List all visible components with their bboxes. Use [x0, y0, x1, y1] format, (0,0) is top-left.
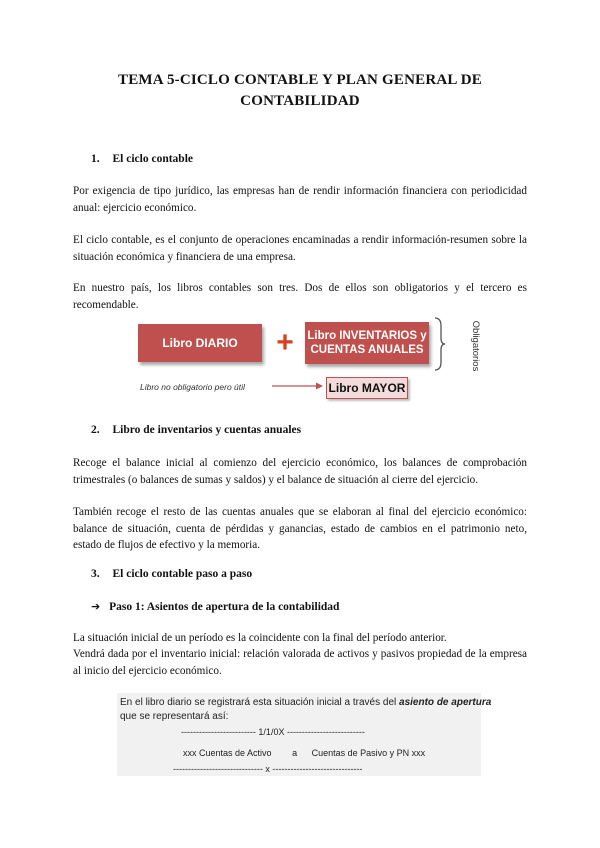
title-line-2: CONTABILIDAD: [240, 93, 360, 109]
obligatorios-label: Obligatorios: [470, 320, 481, 372]
section-2-heading: [91, 424, 301, 436]
libro-inventarios-line-2: CUENTAS ANUALES: [310, 344, 424, 356]
step-1-title: Paso 1: Asientos de apertura de la contabilidad: [109, 601, 340, 613]
obligatorios-bracket: [433, 316, 447, 372]
libro-diario-label: Libro DIARIO: [162, 336, 238, 350]
section-1-number: 1.: [91, 153, 100, 165]
libro-no-obligatorio-note: Libro no obligatorio pero útil: [140, 382, 245, 392]
box-intro-line-1: [120, 697, 491, 708]
box-debit-accounts: xxx Cuentas de Activo: [183, 748, 272, 758]
libro-mayor-box: [326, 377, 408, 399]
libro-inventarios-line-1: Libro INVENTARIOS y: [307, 330, 427, 342]
step-1-heading: [91, 600, 339, 613]
section-3-title: El ciclo contable paso a paso: [112, 568, 253, 580]
section-1-paragraph-3: En nuestro país, los libros contables son tres. Dos de ellos son obligatorios y el tercero es recomendable.: [73, 282, 527, 311]
asiento-apertura-box: [117, 693, 492, 776]
step-1-paragraph-2: Vendrá dada por el inventario inicial: relación valorada de activos y pasivos propiedad de la empresa al inicio del ejercicio económico.: [73, 648, 527, 677]
libro-mayor-label: Libro MAYOR: [328, 381, 406, 395]
arrow-bullet-icon: ➔: [91, 601, 101, 613]
box-date-row: ------------------------- 1/1/0X --------------------------: [181, 727, 365, 737]
box-intro-line-2: que se representará así:: [120, 711, 229, 722]
section-2-paragraph-2: También recoge el resto de las cuentas anuales que se elaboran al final del ejercicio económico: balance de situación, cuenta de pérdidas y ganancias, estado de cambios en el patrimonio neto, estado de flujos de efectivo y la memoria.: [73, 506, 527, 551]
box-a-connector: a: [292, 748, 298, 758]
libro-diario-box: [138, 324, 262, 362]
title-line-1: TEMA 5-CICLO CONTABLE Y PLAN GENERAL DE: [118, 72, 482, 88]
section-3-number: 3.: [91, 568, 100, 580]
section-2-title: Libro de inventarios y cuentas anuales: [112, 424, 302, 436]
box-intro-emphasis: asiento de apertura: [399, 697, 492, 708]
box-intro-text: En el libro diario se registrará esta situación inicial a través del: [120, 697, 400, 708]
section-2-paragraph-1: Recoge el balance inicial al comienzo del ejercicio económico, los balances de comprobación trimestrales (o balances de sumas y saldos) y el balance de situación al cierre del ejercicio.: [73, 457, 527, 486]
box-credit-accounts: Cuentas de Pasivo y PN xxx: [311, 748, 426, 758]
plus-icon: +: [276, 326, 294, 359]
section-1-title: El ciclo contable: [112, 153, 193, 165]
section-1-paragraph-2: El ciclo contable, es el conjunto de operaciones encaminadas a rendir información-resumen sobre la situación económica y financiera de una empresa.: [73, 234, 527, 263]
section-2-number: 2.: [91, 424, 100, 436]
libro-inventarios-box: [305, 322, 429, 364]
box-closing-row: ------------------------------ x ------------------------------: [173, 764, 363, 774]
step-1-paragraph-1: La situación inicial de un período es la coincidente con la final del período anterior.: [73, 632, 447, 644]
arrow-right-icon: [272, 381, 324, 391]
page-title: [40, 70, 560, 112]
box-accounts-row: [183, 748, 425, 758]
section-3-heading: [91, 568, 252, 580]
section-1-heading: [91, 153, 193, 165]
section-1-paragraph-1: Por exigencia de tipo jurídico, las empresas han de rendir información financiera con periodicidad anual: ejercicio económico.: [73, 185, 527, 214]
